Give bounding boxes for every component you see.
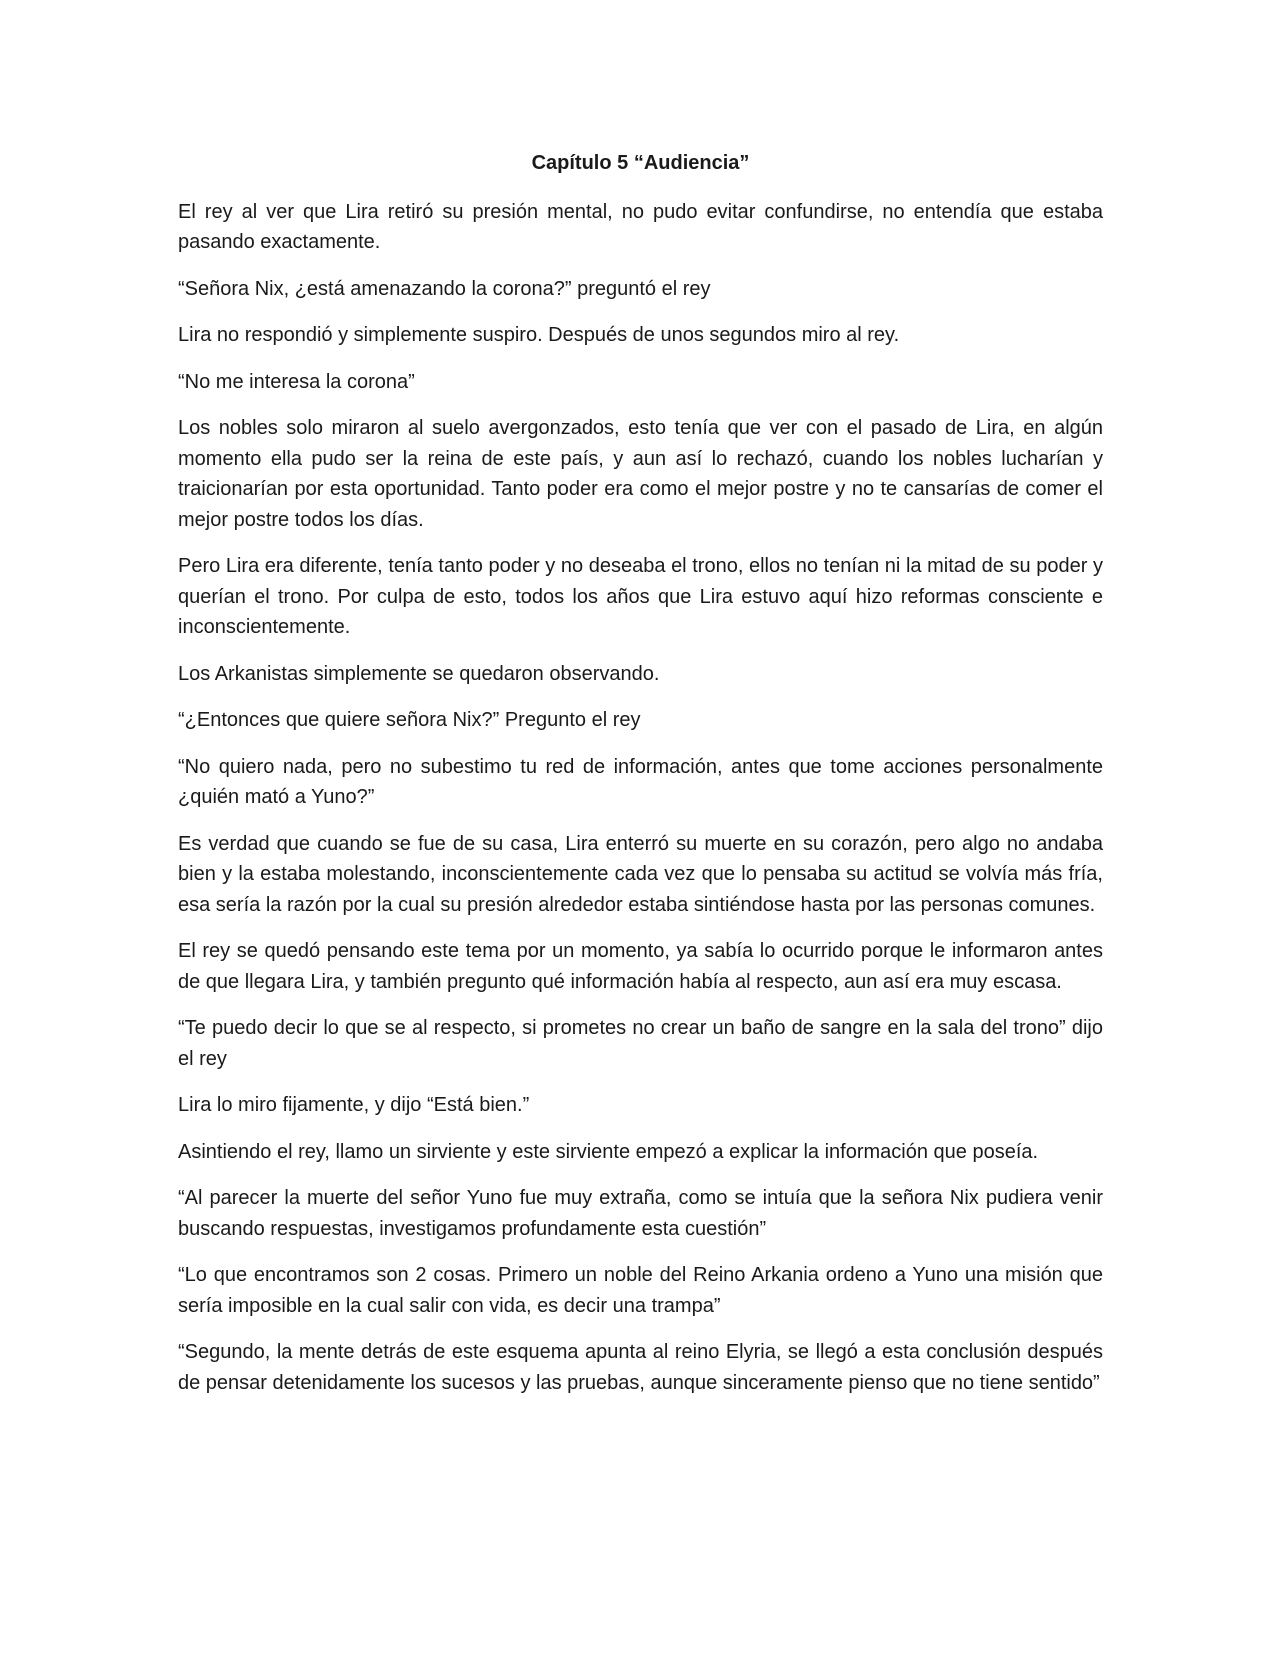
paragraph: “No me interesa la corona”	[178, 370, 415, 393]
paragraph: “Lo que encontramos son 2 cosas. Primero un noble del Reino Arkania ordeno a Yuno una misión que sería imposible en la cual salir con vida, es decir una trampa”	[178, 1264, 1103, 1317]
paragraph: Pero Lira era diferente, tenía tanto poder y no deseaba el trono, ellos no tenían ni la mitad de su poder y querían el trono. Por culpa de esto, todos los años que Lira estuvo aquí hizo reformas consciente e inconscientemente.	[178, 555, 1103, 638]
chapter-title: Capítulo 5 “Audiencia”	[531, 152, 750, 174]
paragraph: “Al parecer la muerte del señor Yuno fue muy extraña, como se intuía que la señora Nix pudiera venir buscando respuestas, investigamos profundamente esta cuestión”	[178, 1187, 1103, 1240]
paragraph: El rey se quedó pensando este tema por un momento, ya sabía lo ocurrido porque le informaron antes de que llegara Lira, y también pregunto qué información había al respecto, aun así era muy escasa.	[178, 940, 1103, 993]
paragraph: “Segundo, la mente detrás de este esquema apunta al reino Elyria, se llegó a esta conclusión después de pensar detenidamente los sucesos y las pruebas, aunque sinceramente pienso que no tiene sentido”	[178, 1341, 1103, 1394]
paragraph: El rey al ver que Lira retiró su presión mental, no pudo evitar confundirse, no entendía que estaba pasando exactamente.	[178, 200, 1103, 253]
paragraph: Lira no respondió y simplemente suspiro. Después de unos segundos miro al rey.	[178, 324, 900, 346]
paragraph: “Señora Nix, ¿está amenazando la corona?” preguntó el rey	[178, 277, 711, 300]
paragraph: “No quiero nada, pero no subestimo tu red de información, antes que tome acciones personalmente ¿quién mató a Yuno?”	[178, 755, 1103, 808]
paragraph: “¿Entonces que quiere señora Nix?” Pregunto el rey	[178, 709, 641, 731]
document-page	[178, 148, 1103, 1414]
paragraph: Asintiendo el rey, llamo un sirviente y este sirviente empezó a explicar la información que poseía.	[178, 1140, 1039, 1163]
paragraph: “Te puedo decir lo que se al respecto, si prometes no crear un baño de sangre en la sala del trono” dijo el rey	[178, 1017, 1103, 1070]
paragraph: Es verdad que cuando se fue de su casa, Lira enterró su muerte en su corazón, pero algo no andaba bien y la estaba molestando, inconscientemente cada vez que lo pensaba su actitud se volvía más fría, esa sería la razón por la cual su presión alrededor estaba sintiéndose hasta por las personas comunes.	[178, 832, 1103, 916]
paragraph: Los Arkanistas simplemente se quedaron observando.	[178, 662, 660, 685]
paragraph: Los nobles solo miraron al suelo avergonzados, esto tenía que ver con el pasado de Lira, en algún momento ella pudo ser la reina de este país, y aun así lo rechazó, cuando los nobles lucharían y traicionarían por esta oportunidad. Tanto poder era como el mejor postre y no te cansarías de comer el mejor postre todos los días.	[178, 417, 1103, 531]
paragraph: Lira lo miro fijamente, y dijo “Está bien.”	[178, 1094, 530, 1116]
